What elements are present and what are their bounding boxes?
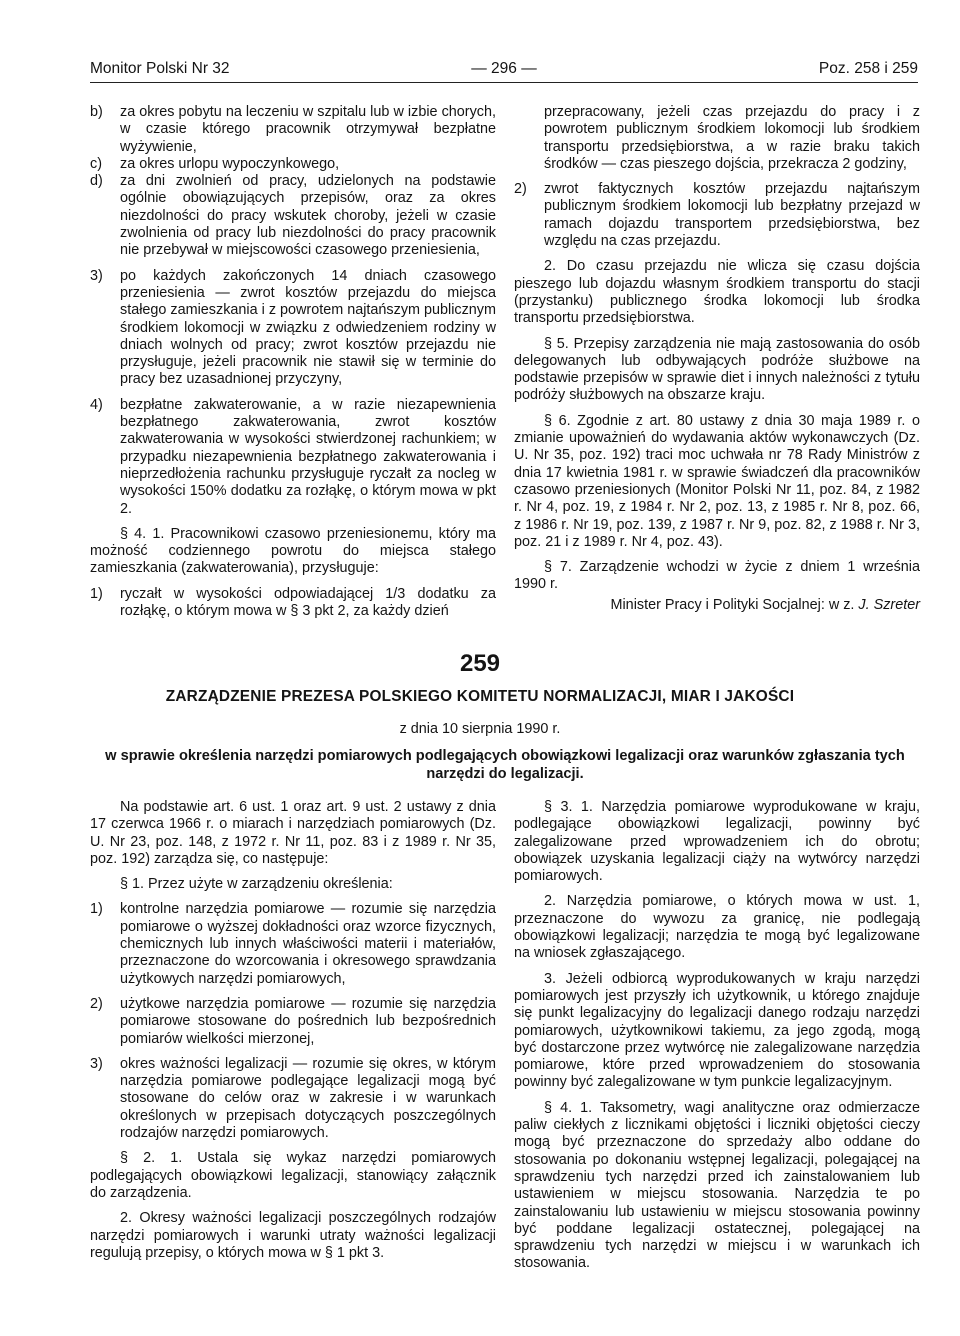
paragraph-7: § 7. Zarządzenie wchodzi w życie z dniem 1 września 1990 r. xyxy=(514,559,920,593)
paragraph-3-1: § 3. 1. Narzędzia pomiarowe wyprodukowane w kraju, podlegające obowiązkowi legalizacji, powinny być zalegalizowane przed wprowadzeniem ich do obrotu; obowiązek uzyskania legalizacji ciąży na wytwórcy narzędzi pomiarowych. xyxy=(514,799,920,885)
paragraph-3-3: 3. Jeżeli odbiorcą wyprodukowanych w kraju narzędzi pomiarowych jest przyszły ich użytkownik, u którego znajduje się punkt legalizacyjny do legalizacji danego rodzaju narzędzi pomiarowych, użytkownikowi takiemu, za jego zgodą, mogą być dostarczone przez wytwórcę nie zalegalizowane narzędzia pomiarowe, które przed wprowadzeniem do stosowania powinny być zalegalizowane w tym punkcie legalizacyjnym. xyxy=(514,970,920,1091)
list-item xyxy=(90,397,496,518)
item-number: 3) xyxy=(90,267,103,284)
top-right-column xyxy=(514,104,920,594)
item-number: 4) xyxy=(90,396,103,413)
header-rule xyxy=(90,82,918,83)
item-number: 1) xyxy=(90,585,103,602)
act-number: 259 xyxy=(459,650,501,677)
act-date: z dnia 10 sierpnia 1990 r. xyxy=(399,721,561,737)
bottom-right-column xyxy=(514,799,920,1273)
item-number: 2) xyxy=(514,181,527,198)
item-text: ryczałt w wysokości odpowiadającej 1/3 dodatku za rozłąkę, o którym mowa w § 3 pkt 2, za każdy dzień xyxy=(120,585,496,620)
publication-title: Monitor Polski Nr 32 xyxy=(90,60,230,77)
item-text: zwrot faktycznych kosztów przejazdu najtańszym publicznym środkiem lokomocji lub bezpłatny przejazd w ramach dojazdu transportem przedsiębiorstwa, bez względu na czas przejazdu. xyxy=(544,181,920,250)
continued-text: przepracowany, jeżeli czas przejazdu do pracy i z powrotem publicznym środkiem lokomocji lub środkiem transportu przedsiębiorstwa, a w razie braku takich środków — czas pieszego dojścia, przekracza 2 godziny, xyxy=(544,104,920,172)
list-item xyxy=(90,901,496,987)
top-left-column xyxy=(90,104,496,620)
list-item xyxy=(90,996,496,1048)
item-text: za okres urlopu wypoczynkowego, xyxy=(120,155,340,172)
item-text: użytkowe narzędzia pomiarowe — rozumie się narzędzia pomiarowe stosowane do pośrednich lub bezpośrednich pomiarów wielkości mierzonej, xyxy=(120,995,496,1047)
signature-text: Minister Pracy i Polityki Socjalnej: w z. xyxy=(610,597,855,613)
list-item xyxy=(90,586,496,621)
item-text: za okres pobytu na leczeniu w szpitalu lub w izbie chorych, w czasie którego pracownik otrzymywał bezpłatne wyżywienie, xyxy=(120,104,496,155)
item-text: kontrolne narzędzia pomiarowe — rozumie się narzędzia pomiarowe o wyższej dokładności oraz wzorce fizycznych, chemicznych lub innych właściwości materii i materiałów, przeznaczone do wzorcowania i okresowego sprawdzania użytkowych narzędzi pomiarowych, xyxy=(120,901,496,987)
item-number: c) xyxy=(90,155,102,172)
paragraph-1: § 1. Przez użyte w zarządzeniu określenia: xyxy=(120,876,393,893)
paragraph-4: § 4. 1. Pracownikowi czasowo przeniesionemu, który ma możność codziennego powrotu do miejsca stałego zamieszkania (zakwaterowania), przysługuje: xyxy=(90,525,496,577)
signature xyxy=(514,597,920,613)
item-number: 2) xyxy=(90,995,103,1012)
list-item xyxy=(514,181,920,250)
item-range: Poz. 258 i 259 xyxy=(818,60,918,77)
list-item xyxy=(90,1056,496,1142)
page-number: — 296 — xyxy=(471,60,537,77)
running-header xyxy=(90,60,918,82)
paragraph-2-2: 2. Okresy ważności legalizacji poszczególnych rodzajów narzędzi pomiarowych i warunki utraty ważności legalizacji regulują przepisy, o których mowa w § 1 pkt 3. xyxy=(90,1210,496,1261)
item-number: 3) xyxy=(90,1055,103,1072)
intro-paragraph: Na podstawie art. 6 ust. 1 oraz art. 9 ust. 2 ustawy z dnia 17 czerwca 1966 r. o miarach i narzędziach pomiarowych (Dz. U. Nr 23, poz. 148, z 1972 r. Nr 11, poz. 83 i z 1989 r. Nr 35, poz. 192) zarządza się, co następuje: xyxy=(90,799,496,867)
paragraph-6: § 6. Zgodnie z art. 80 ustawy z dnia 30 maja 1989 r. o zmianie upoważnień do wydawania aktów wykonawczych (Dz. U. Nr 35, poz. 192) traci moc uchwała nr 78 Rady Ministrów z dnia 17 kwietnia 1981 r. w sprawie świadczeń dla pracowników czasowo przeniesionych (Monitor Polski Nr 11, poz. 84, z 1982 r. Nr 4, poz. 19, z 1984 r. Nr 2, poz. 13, z 1985 r. Nr 8, poz. 66, z 1986 r. Nr 19, poz. 139, z 1987 r. Nr 9, poz. 82, z 1988 r. Nr 3, poz. 21 i z 1989 r. Nr 4, poz. 43). xyxy=(514,412,920,550)
item-text: po każdych zakończonych 14 dniach czasowego przeniesienia — zwrot kosztów przejazdu do miejsca stałego zamieszkania i z powrotem najtańszym publicznym środkiem lokomocji w związku z odwiedzeniem rodziny w dniach wolnych od pracy; zwrot kosztów przejazdu nie przysługuje, jeżeli pracownik nie stawił się w terminie do pracy bez uzasadnionej przyczyny, xyxy=(120,267,496,388)
act-subject: w sprawie określenia narzędzi pomiarowych podlegających obowiązkowi legalizacji oraz warunków zgłaszania tych narzędzi do legalizacji. xyxy=(105,748,905,782)
list-item xyxy=(90,268,496,389)
item-number: b) xyxy=(90,104,103,120)
bottom-left-column xyxy=(90,799,496,1262)
list-item xyxy=(90,156,496,173)
item-text: okres ważności legalizacji — rozumie się okres, w którym narzędzia pomiarowe podlegające legalizacji mogą być stosowane do celów oraz w zakresie i w warunkach określonych w przepisach dotyczących poszczególnych rodzajów narzędzi pomiarowych. xyxy=(120,1055,496,1142)
signature-name: J. Szreter xyxy=(858,597,920,613)
item-number: d) xyxy=(90,173,103,190)
paragraph-2-1: § 2. 1. Ustala się wykaz narzędzi pomiarowych podlegających obowiązkowi legalizacji, stanowiący załącznik do zarządzenia. xyxy=(90,1150,496,1201)
act-title: ZARZĄDZENIE PREZESA POLSKIEGO KOMITETU NORMALIZACJI, MIAR I JAKOŚCI xyxy=(165,688,795,705)
paragraph-3-2: 2. Narzędzia pomiarowe, o których mowa w ust. 1, przeznaczone do wywozu za granicę, nie podlegają obowiązkowi legalizacji; narzędzia te mogą być legalizowane na wniosek zgłaszającego. xyxy=(514,893,920,962)
item-text: za dni zwolnień od pracy, udzielonych na podstawie ogólnie obowiązujących przepisów, oraz za okres niezdolności do pracy wskutek choroby, jeżeli w czasie zwolnienia od pracy lub niezdolności do pracy pracownik nie przebywał w miejscowości czasowego przeniesienia, xyxy=(120,173,496,259)
item-number: 1) xyxy=(90,901,103,918)
paragraph-4-1: § 4. 1. Taksometry, wagi analityczne oraz odmierzacze paliw ciekłych z licznikami objętości i liczniki objętości cieczy mogą być przeznaczone do sprzedaży albo oddane do stosowania po dokonaniu wstępnej legalizacji, polegającej na sprawdzeniu tych narzędzi przed ich zainstalowaniem lub ustawieniem w miejscu stosowania. Narzędzia te po zainstalowaniu lub ustawieniu w miejscu stosowania powinny być poddane legalizacji ostatecznej, polegającej na sprawdzeniu tych narzędzi w miejscu i w warunkach ich stosowania. xyxy=(514,1099,920,1272)
item-text: bezpłatne zakwaterowanie, a w razie niezapewnienia bezpłatnego zakwaterowania, zwrot kosztów zakwaterowania w wysokości stwierdzonej rachunkiem; w przypadku niezapewnienia bezpłatnego zakwaterowania i nieprzedłożenia rachunku przysługuje ryczałt za nocleg w wysokości 150% dodatku za rozłąkę, o którym mowa w pkt 2. xyxy=(120,396,496,517)
list-item xyxy=(90,173,496,259)
paragraph-5: § 5. Przepisy zarządzenia nie mają zastosowania do osób delegowanych lub odbywających podróże służbowe na podstawie przepisów w sprawie diet i innych należności z tytułu podróży służbowych na obszarze kraju. xyxy=(514,335,920,404)
list-item xyxy=(90,104,496,156)
paragraph-4-2: 2. Do czasu przejazdu nie wlicza się czasu dojścia pieszego lub dojazdu własnym środkiem transportu do stacji (przystanku) publicznego środka lokomocji lub środka transportu przedsiębiorstwa. xyxy=(514,258,920,327)
